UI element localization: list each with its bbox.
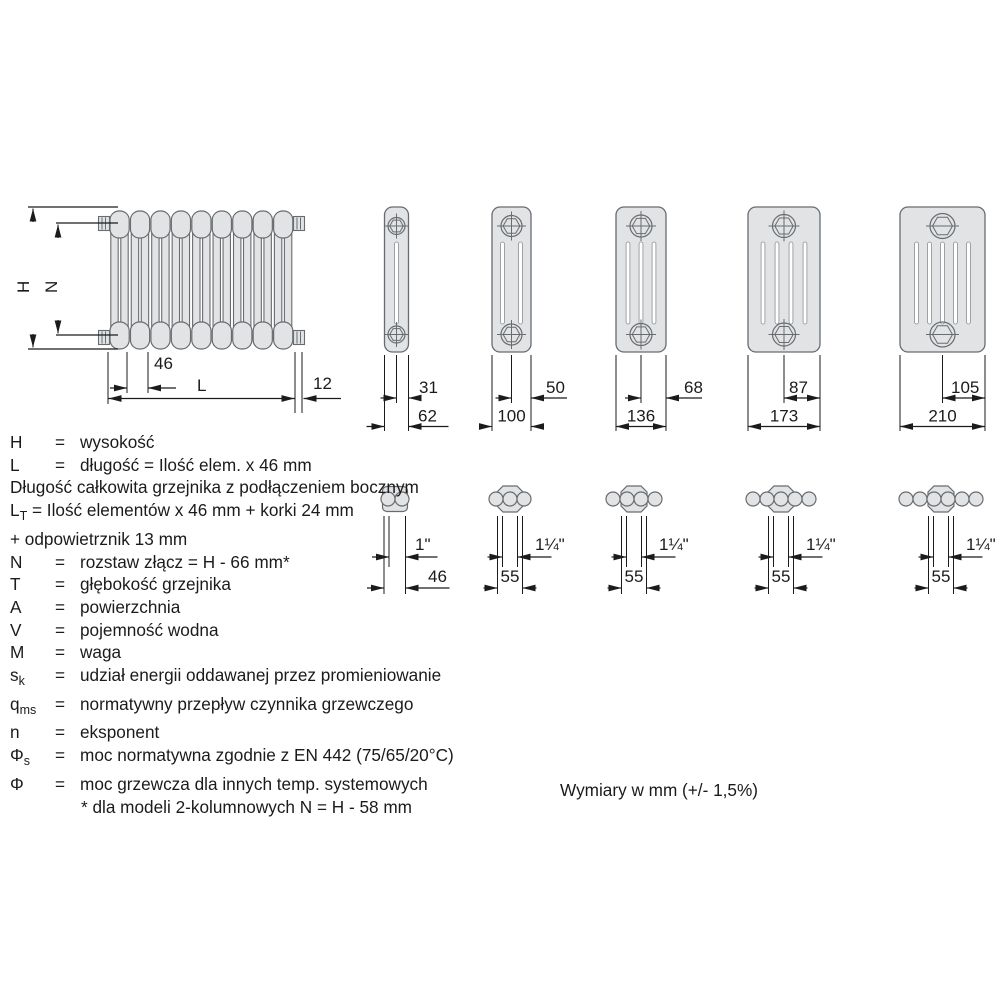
fitting-column-circle — [913, 492, 927, 506]
dimension-label: N — [42, 280, 61, 293]
dimension-label: 1¼" — [535, 535, 565, 554]
fitting-column-circle — [969, 492, 983, 506]
radiator-element-head — [192, 322, 211, 349]
legend-symbol: Φ — [10, 773, 24, 794]
legend-description: pojemność wodna — [80, 619, 219, 640]
dimension-label: L — [197, 376, 207, 395]
dimension-label: 173 — [769, 406, 799, 426]
equals-sign: = — [55, 432, 66, 452]
section-slot — [928, 242, 932, 324]
legend-description: waga — [80, 642, 122, 663]
dimension-label: 105 — [951, 378, 980, 397]
connection-stub — [99, 331, 110, 345]
legend-symbol: $q_{ms}$ — [10, 693, 37, 717]
equals-sign: = — [55, 722, 66, 743]
radiator-tube — [111, 222, 118, 336]
radiator-tube — [284, 222, 291, 336]
equals-sign: = — [55, 551, 66, 572]
dimension-label: 12 — [313, 374, 332, 393]
connection-stub — [294, 217, 305, 231]
legend-row — [10, 641, 555, 664]
cross-sections-drawing — [384, 207, 985, 352]
legend-description: długość = Ilość elem. x 46 mm — [80, 454, 312, 475]
radiator-tube — [254, 222, 261, 336]
equals-sign: = — [55, 574, 66, 595]
legend-text-line: $L_T$ = Ilość elementów x 46 mm + korki 24 mm — [10, 500, 354, 524]
equals-sign: = — [55, 693, 66, 714]
radiator-tube — [244, 222, 251, 336]
section-slot — [501, 242, 505, 324]
legend-description: normatywny przepływ czynnika grzewczego — [80, 693, 414, 714]
legend-row — [10, 664, 555, 693]
equals-sign: = — [55, 619, 66, 640]
equals-sign: = — [55, 596, 66, 617]
legend-description: moc grzewcza dla innych temp. systemowych — [80, 773, 428, 794]
dimension-label: 55 — [771, 567, 791, 586]
equals-sign: = — [55, 642, 66, 663]
radiator-element-head — [151, 322, 170, 349]
radiator-element-head — [253, 322, 272, 349]
section-slot — [803, 242, 807, 324]
dimension-label: 68 — [684, 378, 703, 397]
section-slot — [915, 242, 919, 324]
dimension-label: 50 — [546, 378, 565, 397]
legend-row — [10, 744, 555, 773]
legend-description: udział energii oddawanej przez promieniowanie — [80, 665, 442, 686]
fitting-column-circle — [620, 492, 634, 506]
radiator-element-head — [171, 322, 190, 349]
equals-sign: = — [55, 454, 66, 475]
legend-symbol: T — [10, 574, 21, 595]
dimensions-note: Wymiary w mm (+/- 1,5%) — [560, 780, 758, 800]
equals-sign: = — [55, 665, 66, 686]
section-slot — [395, 242, 399, 324]
legend-description: wysokość — [80, 432, 155, 452]
dimension-label: 1¼" — [659, 535, 689, 554]
section-slot — [954, 242, 958, 324]
section-slot — [941, 242, 945, 324]
dimension-label: 100 — [497, 406, 526, 426]
legend-symbol: V — [10, 619, 22, 640]
legend-description: rozstaw złącz = H - 66 mm* — [80, 551, 290, 572]
dimension-label: 1¼" — [966, 535, 996, 554]
legend-symbol: n — [10, 722, 20, 743]
legend-row — [10, 551, 555, 574]
legend-row — [10, 596, 555, 619]
legend-row — [10, 573, 555, 596]
legend-row — [10, 693, 555, 722]
radiator-tube — [213, 222, 220, 336]
radiator-element-head — [151, 211, 170, 238]
fitting-column-circle — [955, 492, 969, 506]
radiator-tube — [203, 222, 210, 336]
legend-row — [10, 721, 555, 744]
legend-description: powierzchnia — [80, 596, 181, 617]
legend-symbol: N — [10, 551, 23, 572]
section-slot — [626, 242, 630, 324]
fitting-column-circle — [746, 492, 760, 506]
dimension-label: 31 — [419, 378, 438, 397]
legend-description: moc normatywna zgodnie z EN 442 (75/65/20°C) — [80, 745, 454, 766]
dimension-label: 136 — [626, 406, 656, 426]
fitting-column-circle — [899, 492, 913, 506]
radiator-element-head — [253, 211, 272, 238]
legend-text-line: + odpowietrznik 13 mm — [10, 528, 188, 549]
section-slot — [761, 242, 765, 324]
radiator-element-head — [171, 211, 190, 238]
equals-sign: = — [55, 773, 66, 794]
radiator-tube — [162, 222, 169, 336]
radiator-element-head — [212, 322, 231, 349]
legend-footnote: * dla modeli 2-kolumnowych N = H - 58 mm — [81, 796, 412, 817]
equals-sign: = — [55, 745, 66, 766]
legend — [10, 431, 555, 818]
dimension-label: 55 — [931, 567, 951, 586]
dimension-label: 55 — [500, 567, 520, 586]
section-slot — [789, 242, 793, 324]
radiator-element-head — [274, 211, 293, 238]
legend-symbol: H — [10, 432, 23, 452]
legend-row — [10, 773, 555, 796]
fitting-column-circle — [648, 492, 662, 506]
connection-stub — [294, 331, 305, 345]
section-slot — [519, 242, 523, 324]
section-slot — [652, 242, 656, 324]
fitting-column-circle — [634, 492, 648, 506]
fitting-column-circle — [802, 492, 816, 506]
fitting-column-circle — [788, 492, 802, 506]
dimension-label: 87 — [789, 378, 808, 397]
section-slot — [775, 242, 779, 324]
dimension-label: 1" — [415, 535, 431, 554]
radiator-element-head — [274, 322, 293, 349]
radiator-tube — [274, 222, 281, 336]
legend-symbol: $s_k$ — [10, 665, 25, 689]
fitting-column-circle — [774, 492, 788, 506]
radiator-element-head — [130, 211, 149, 238]
legend-description: głębokość grzejnika — [80, 574, 231, 595]
radiator-tube — [152, 222, 159, 336]
radiator-element-head — [110, 211, 129, 238]
legend-row — [10, 431, 555, 454]
legend-description: eksponent — [80, 722, 160, 743]
radiator-element-head — [212, 211, 231, 238]
legend-text-line: Długość całkowita grzejnika z podłączeniem bocznym — [10, 477, 419, 498]
legend-row — [10, 454, 555, 477]
fitting-column-circle — [941, 492, 955, 506]
dimension-label: 46 — [428, 567, 447, 586]
dimension-label: H — [14, 280, 33, 293]
dimension-label: 1¼" — [806, 535, 836, 554]
radiator-tube — [172, 222, 179, 336]
radiator-tube — [141, 222, 148, 336]
radiator-tube — [234, 222, 241, 336]
front-view-drawing — [99, 211, 305, 349]
radiator-element-head — [233, 322, 252, 349]
dimension-label: 55 — [624, 567, 644, 586]
fitting-column-circle — [606, 492, 620, 506]
section-slot — [639, 242, 643, 324]
radiator-element-head — [130, 322, 149, 349]
legend-symbol: A — [10, 596, 22, 617]
legend-symbol: $\Phi_s$ — [10, 745, 30, 769]
fitting-column-circle — [927, 492, 941, 506]
dimension-label: 62 — [418, 406, 437, 426]
dimension-label: 210 — [928, 406, 957, 426]
radiator-element-head — [233, 211, 252, 238]
radiator-tube — [223, 222, 230, 336]
dimension-label: 46 — [154, 354, 173, 373]
radiator-tube — [193, 222, 200, 336]
legend-symbol: M — [10, 642, 25, 663]
radiator-tube — [131, 222, 138, 336]
section-slot — [967, 242, 971, 324]
legend-row — [10, 619, 555, 642]
radiator-tube — [182, 222, 189, 336]
radiator-tube — [121, 222, 128, 336]
radiator-element-head — [192, 211, 211, 238]
radiator-tube — [264, 222, 271, 336]
fitting-column-circle — [760, 492, 774, 506]
legend-symbol: L — [10, 454, 20, 475]
